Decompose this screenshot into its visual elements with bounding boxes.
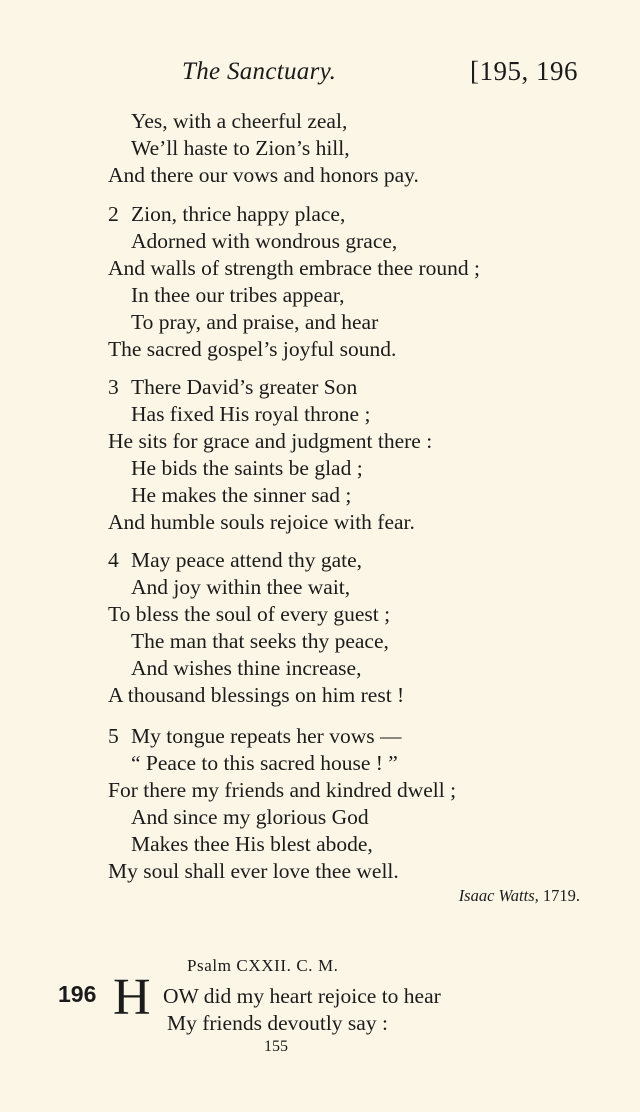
verse-text: There David’s greater Son: [131, 375, 358, 399]
page-reference: [195, 196: [470, 56, 578, 86]
verse-line: Yes, with a cheerful zeal,: [131, 109, 348, 133]
verse-line: He bids the saints be glad ;: [131, 456, 363, 480]
verse-text: My tongue repeats her vows —: [131, 724, 402, 748]
verse-text: May peace attend thy gate,: [131, 548, 363, 572]
running-title: The Sanctuary.: [182, 58, 337, 85]
psalm-heading: Psalm CXXII. C. M.: [187, 956, 339, 975]
attribution: [459, 886, 580, 906]
verse-line: For there my friends and kindred dwell ;: [108, 778, 457, 802]
verse-line: A thousand blessings on him rest !: [108, 683, 405, 707]
verse-line: The sacred gospel’s joyful sound.: [108, 337, 397, 361]
verse-line: Makes thee His blest abode,: [131, 832, 373, 856]
verse-line: And wishes thine increase,: [131, 656, 362, 680]
attribution-year: 1719.: [542, 886, 580, 905]
verse-line: “ Peace to this sacred house ! ”: [131, 751, 398, 775]
verse-line: Adorned with wondrous grace,: [131, 229, 398, 253]
verse-line: And humble souls rejoice with fear.: [108, 510, 415, 534]
verse-line: [108, 550, 362, 572]
verse-number: 5: [108, 724, 119, 748]
hymn-196-first-line: OW did my heart rejoice to hear: [163, 984, 441, 1008]
verse-text: Zion, thrice happy place,: [131, 202, 346, 226]
attribution-author: Isaac Watts,: [458, 886, 539, 905]
verse-number: 3: [108, 375, 119, 399]
verse-line: The man that seeks thy peace,: [131, 629, 389, 653]
verse-line: And since my glorious God: [131, 805, 369, 829]
verse-line: He makes the sinner sad ;: [131, 483, 352, 507]
verse-line: And there our vows and honors pay.: [108, 163, 419, 187]
verse-line: [108, 377, 357, 399]
verse-line: Has fixed His royal throne ;: [131, 402, 371, 426]
verse-number: 4: [108, 548, 119, 572]
verse-line: To bless the soul of every guest ;: [108, 602, 391, 626]
verse-line: My soul shall ever love thee well.: [108, 859, 399, 883]
verse-line: And joy within thee wait,: [131, 575, 351, 599]
hymn-number: 196: [58, 981, 97, 1007]
drop-cap: H: [113, 969, 151, 1026]
verse-line: [108, 726, 401, 748]
verse-line: He sits for grace and judgment there :: [108, 429, 433, 453]
verse-line: And walls of strength embrace thee round ;: [108, 256, 480, 280]
verse-line: [108, 204, 345, 226]
verse-line: In thee our tribes appear,: [131, 283, 345, 307]
page-number: 155: [264, 1038, 288, 1055]
verse-line: We’ll haste to Zion’s hill,: [131, 136, 350, 160]
verse-number: 2: [108, 202, 119, 226]
verse-line: To pray, and praise, and hear: [131, 310, 379, 334]
hymn-196-second-line: My friends devoutly say :: [167, 1011, 388, 1035]
